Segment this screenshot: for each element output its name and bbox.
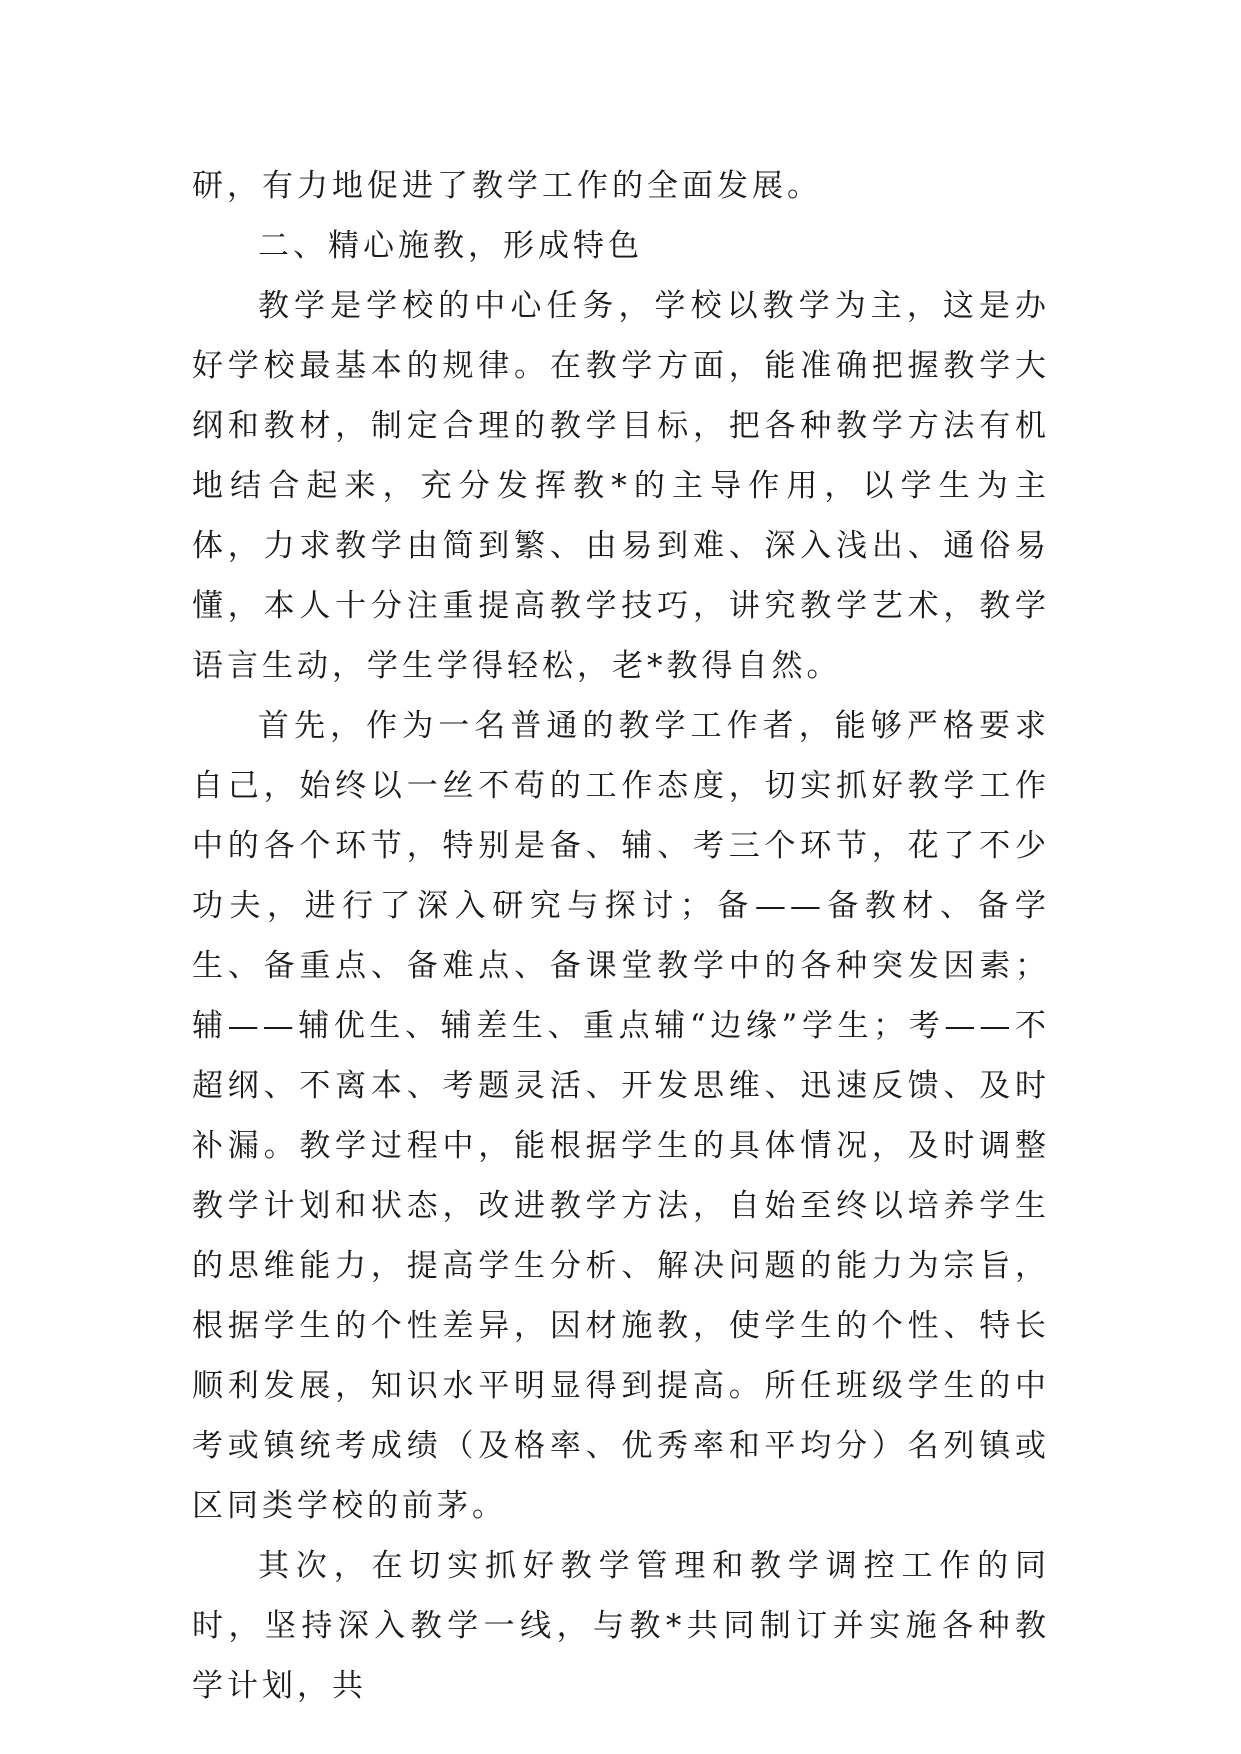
paragraph-first-point: 首先，作为一名普通的教学工作者，能够严格要求自己，始终以一丝不苟的工作态度，切实抓好教学工作中的各个环节，特别是备、辅、考三个环节，花了不少功夫，进行了深入研究与探讨；备——备教材、备学生、备重点、备难点、备课堂教学中的各种突发因素；辅——辅优生、辅差生、重点辅“边缘”学生；考——不超纲、不离本、考题灵活、开发思维、迅速反馈、及时补漏。教学过程中，能根据学生的具体情况，及时调整教学计划和状态，改进教学方法，自始至终以培养学生的思维能力，提高学生分析、解决问题的能力为宗旨，根据学生的个性差异，因材施教，使学生的个性、特长顺利发展，知识水平明显得到提高。所任班级学生的中考或镇统考成绩（及格率、优秀率和平均分）名列镇或区同类学校的前茅。 (192, 708, 1050, 1524)
section-heading: 二、精心施教，形成特色 (258, 228, 643, 264)
paragraph-second-point: 其次，在切实抓好教学管理和教学调控工作的同时，坚持深入教学一线，与教*共同制订并实施各种教学计划，共 (192, 1548, 1050, 1704)
document-body (192, 156, 1050, 1716)
paragraph-teaching-overview: 教学是学校的中心任务，学校以教学为主，这是办好学校最基本的规律。在教学方面，能准确把握教学大纲和教材，制定合理的教学目标，把各种教学方法有机地结合起来，充分发挥教*的主导作用，以学生为主体，力求教学由简到繁、由易到难、深入浅出、通俗易懂，本人十分注重提高教学技巧，讲究教学艺术，教学语言生动，学生学得轻松，老*教得自然。 (192, 288, 1050, 684)
paragraph-continuation: 研，有力地促进了教学工作的全面发展。 (192, 168, 822, 204)
